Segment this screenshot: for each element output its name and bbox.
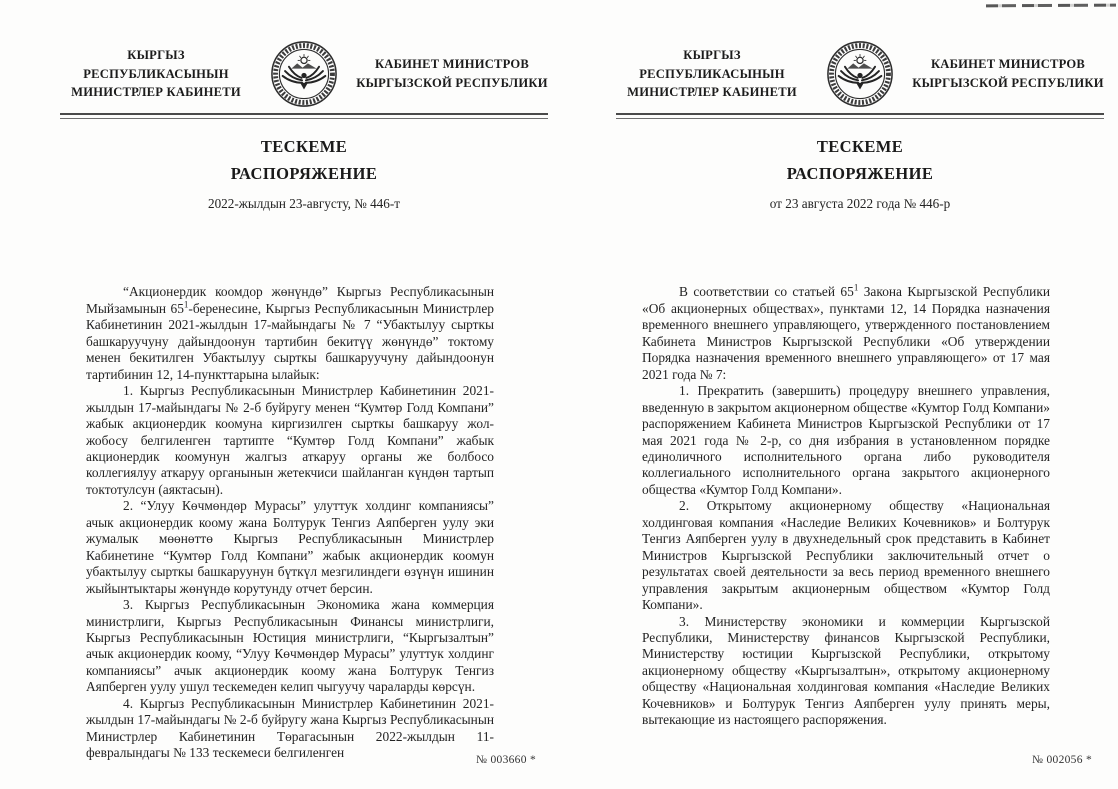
org-name-kyrgyz — [616, 46, 808, 103]
org-name-line: КАБИНЕТ МИНИСТРОВ — [930, 57, 1086, 72]
header-divider — [60, 113, 548, 119]
header-divider — [616, 113, 1104, 119]
scan-streak-artifact — [986, 4, 1116, 8]
paragraph: 1. Прекратить (завершить) процедуру внешнего управления, введенную в закрытом акционерном обществе «Кумтор Голд Компани» распоряжением Кабинета Министров Кыргызской Республики от 17 мая 2021 года № 2-р, со дня избрания в установленном порядке единоличного исполнительного органа либо руководителя коллегиального исполнительного органа закрытого акционерного общества «Кумтор Голд Компани». — [642, 383, 1050, 497]
paragraph: “Акционердик коомдор жөнүндө” Кыргыз Республикасынын Мыйзамынын $65^1$-беренесине, Кыргыз Республикасынын Министрлер Кабинетинин 2021-жылдын 17-майындагы № 7 “Убактылуу сырткы башкаруучуну дайындоонун тартибин бекитүү жөнүндө” токтому менен бекитилген Убактылуу сырткы башкаруучуну дайындоонун тартибинин 12, 14-пункттарына ылайык: — [86, 284, 494, 382]
org-name-line: МИНИСТРЛЕР КАБИНЕТИ — [71, 85, 241, 100]
letterhead — [616, 38, 1104, 110]
date-line: от 23 августа 2022 года № 446-р — [769, 196, 951, 212]
body-text — [642, 284, 1050, 728]
org-name-line: МИНИСТРЛЕР КАБИНЕТИ — [627, 85, 797, 100]
paragraph: 2. “Улуу Көчмөндөр Мурасы” улуттук холдинг компаниясы” ачык акционердик коому жана Болтурук Тенгиз Аяпберген уулу эки жумалык мөөнөттө Кыргыз Республикасынын Министрлер Кабинетине “Кумтөр Голд Компани” жабык акционердик коомун убактылуу сырткы башкаруунун бүткүл мезгилиндеги өзүнүн ишинин жыйынтыктары жөнүндө корутунду отчет берсин. — [86, 498, 494, 596]
letterhead — [60, 38, 548, 110]
title-line-russian: РАСПОРЯЖЕНИЕ — [230, 163, 378, 183]
registration-number: № 003660 * — [476, 754, 536, 766]
registration-number: № 002056 * — [1032, 754, 1092, 766]
org-name-line: КЫРГЫЗСКОЙ РЕСПУБЛИКИ — [912, 76, 1104, 90]
org-name-russian — [912, 55, 1104, 93]
org-name-line: КЫРГЫЗ РЕСПУБЛИКАСЫНЫН — [83, 47, 229, 81]
title-line-kyrgyz: ТЕСКЕМЕ — [816, 137, 904, 156]
title-line-russian: РАСПОРЯЖЕНИЕ — [786, 163, 934, 183]
paragraph: 3. Министерству экономики и коммерции Кыргызской Республики, Министерству финансов Кыргызской Республики, Министерству юстиции Кыргызской Республики, открытому акционерному обществу «Кыргызалтын», открытому акционерному обществу «Национальная холдинговая компания «Наследие Великих Кочевников» и Болтурук Тенгиз Аяпберген уулу принять меры, вытекающие из настоящего распоряжения. — [642, 613, 1050, 728]
page-russian — [616, 38, 1104, 778]
document-title — [60, 134, 548, 187]
org-name-line: КЫРГЫЗ РЕСПУБЛИКАСЫНЫН — [639, 47, 785, 81]
kyrgyz-state-emblem-icon — [826, 40, 894, 108]
org-name-russian — [356, 55, 548, 93]
title-line-kyrgyz: ТЕСКЕМЕ — [260, 137, 348, 156]
paragraph: 2. Открытому акционерному обществу «Национальная холдинговая компания «Наследие Великих Кочевников» и Болтурук Тенгиз Аяпберген уулу в двухнедельный срок представить в Кабинет Министров Кыргызской Республики заключительный отчет о результатах своей деятельности за весь период временного внешнего управления закрытым акционерным обществом «Кумтор Голд Компани». — [642, 498, 1050, 613]
paragraph: В соответствии со статьей $65^1$ Закона Кыргызской Республики «Об акционерных обществах», пунктами 12, 14 Порядка назначения временного внешнего управляющего, утвержденного постановлением Кабинета Министров Кыргызской Республики «Об утверждении Порядка назначения временного внешнего управляющего» от 17 мая 2021 года № 7: — [642, 282, 1050, 382]
org-name-line: КАБИНЕТ МИНИСТРОВ — [374, 57, 530, 72]
paragraph: 4. Кыргыз Республикасынын Министрлер Кабинетинин 2021-жылдын 17-майындагы № 2-б буйругу жана Кыргыз Республикасынын Министрлер Кабинетинин Төрагасынын 2022-жылдын 11-февралындагы № 133 тескемеси белгиленген — [86, 695, 494, 761]
paragraph: 1. Кыргыз Республикасынын Министрлер Кабинетинин 2021-жылдын 17-майындагы № 2-б буйругу менен “Кумтөр Голд Компани” жабык акционердик коомуна киргизилген сырткы башкаруу жол-жобосу белгиленген тартипте “Кумтөр Голд Компани” жабык акционердик коомунун жалгыз аткаруу органы же болбосо коллегиялуу аткаруу органынын жетекчиси шайланган күндөн тартып токтотулсун (аяктасын). — [86, 383, 494, 497]
org-name-line: КЫРГЫЗСКОЙ РЕСПУБЛИКИ — [356, 76, 548, 90]
org-name-kyrgyz — [60, 46, 252, 103]
page-kyrgyz — [60, 38, 548, 778]
date-line: 2022-жылдын 23-августу, № 446-т — [207, 196, 401, 212]
body-text — [86, 284, 494, 761]
document-title — [616, 134, 1104, 187]
kyrgyz-state-emblem-icon — [270, 40, 338, 108]
paragraph: 3. Кыргыз Республикасынын Экономика жана коммерция министрлиги, Кыргыз Республикасынын Финансы министрлиги, Кыргыз Республикасынын Юстиция министрлиги, “Кыргызалтын” ачык акционердик коому, “Улуу Көчмөндөр Мурасы” улуттук холдинг компаниясы” ачык акционердик коому жана Болтурук Тенгиз Аяпберген уулу ушул тескемеден келип чыгуучу чараларды көрсүн. — [86, 597, 494, 695]
